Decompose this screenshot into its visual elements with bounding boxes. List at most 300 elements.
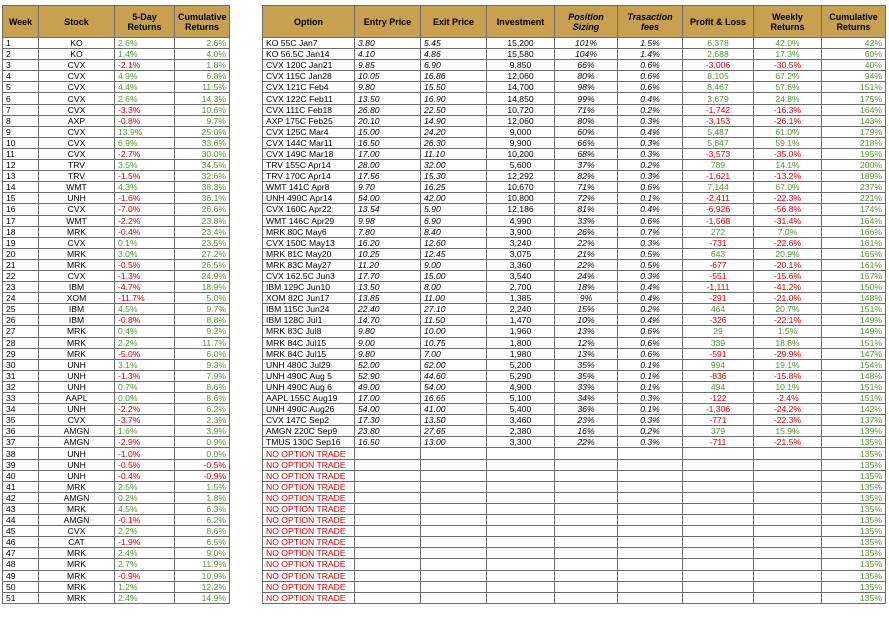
cumulative-return-cell: 237% bbox=[822, 182, 886, 193]
five-day-return-cell: -1.5% bbox=[115, 171, 175, 182]
investment-cell: 10,200 bbox=[487, 148, 555, 159]
cumulative-return-cell: 143% bbox=[822, 115, 886, 126]
position-sizing-cell: 15% bbox=[555, 304, 618, 315]
cumulative-return-cell: 149% bbox=[822, 326, 886, 337]
position-sizing-cell: 35% bbox=[555, 370, 618, 381]
cumulative-return-cell: 42% bbox=[822, 38, 886, 49]
entry-price-cell: 11.20 bbox=[355, 259, 421, 270]
table-row bbox=[263, 448, 886, 459]
cumulative-return-cell: 11.9% bbox=[175, 559, 230, 570]
exit-price-cell bbox=[421, 459, 487, 470]
five-day-return-cell: 3.5% bbox=[115, 160, 175, 171]
week-cell: 25 bbox=[3, 304, 39, 315]
entry-price-cell: 54.00 bbox=[355, 404, 421, 415]
stock-cell: MRK bbox=[39, 248, 115, 259]
option-cell: TRV 170C Apr14 bbox=[263, 171, 355, 182]
option-cell: NO OPTION TRADE bbox=[263, 548, 355, 559]
option-cell: CVX 150C May13 bbox=[263, 237, 355, 248]
week-cell: 33 bbox=[3, 393, 39, 404]
table-row bbox=[3, 93, 230, 104]
cumulative-return-cell: 135% bbox=[822, 526, 886, 537]
stock-cell: AMGN bbox=[39, 515, 115, 526]
five-day-return-cell: 0.4% bbox=[115, 326, 175, 337]
entry-price-cell: 26.80 bbox=[355, 104, 421, 115]
entry-price-cell: 17.70 bbox=[355, 270, 421, 281]
table-row bbox=[263, 315, 886, 326]
table-row bbox=[3, 459, 230, 470]
weekly-return-cell: -24.2% bbox=[754, 404, 822, 415]
week-cell: 38 bbox=[3, 448, 39, 459]
week-cell: 49 bbox=[3, 570, 39, 581]
transaction-fees-cell bbox=[618, 492, 683, 503]
header-cumulative-returns: Cumulative Returns bbox=[175, 6, 230, 38]
five-day-return-cell: 4.9% bbox=[115, 71, 175, 82]
entry-price-cell: 9.85 bbox=[355, 60, 421, 71]
table-row bbox=[3, 326, 230, 337]
position-sizing-cell: 35% bbox=[555, 359, 618, 370]
exit-price-cell: 16.86 bbox=[421, 71, 487, 82]
transaction-fees-cell: 0.2% bbox=[618, 426, 683, 437]
cumulative-return-cell: 157% bbox=[822, 270, 886, 281]
table-row bbox=[3, 448, 230, 459]
week-cell: 34 bbox=[3, 404, 39, 415]
cumulative-return-cell: 12.2% bbox=[175, 581, 230, 592]
table-row bbox=[263, 537, 886, 548]
investment-cell: 2,240 bbox=[487, 304, 555, 315]
position-sizing-cell bbox=[555, 459, 618, 470]
weekly-return-cell bbox=[754, 559, 822, 570]
cumulative-return-cell: 165% bbox=[822, 248, 886, 259]
table-row bbox=[263, 171, 886, 182]
entry-price-cell bbox=[355, 570, 421, 581]
cumulative-return-cell: 135% bbox=[822, 581, 886, 592]
position-sizing-cell: 22% bbox=[555, 437, 618, 448]
cumulative-return-cell: 9.3% bbox=[175, 359, 230, 370]
week-cell: 12 bbox=[3, 160, 39, 171]
right-table-body bbox=[263, 38, 886, 604]
five-day-return-cell: -0.1% bbox=[115, 515, 175, 526]
week-cell: 47 bbox=[3, 548, 39, 559]
transaction-fees-cell: 0.1% bbox=[618, 381, 683, 392]
week-cell: 36 bbox=[3, 426, 39, 437]
investment-cell bbox=[487, 492, 555, 503]
investment-cell: 9,850 bbox=[487, 60, 555, 71]
entry-price-cell: 17.00 bbox=[355, 393, 421, 404]
stock-cell: MRK bbox=[39, 559, 115, 570]
table-row bbox=[3, 559, 230, 570]
weekly-return-cell: -15.8% bbox=[754, 370, 822, 381]
exit-price-cell bbox=[421, 515, 487, 526]
position-sizing-cell: 21% bbox=[555, 248, 618, 259]
stock-cell: UNH bbox=[39, 359, 115, 370]
transaction-fees-cell bbox=[618, 448, 683, 459]
entry-price-cell: 23.80 bbox=[355, 426, 421, 437]
cumulative-return-cell: 23.8% bbox=[175, 215, 230, 226]
table-row bbox=[263, 237, 886, 248]
option-cell: NO OPTION TRADE bbox=[263, 581, 355, 592]
table-row bbox=[3, 381, 230, 392]
week-cell: 2 bbox=[3, 49, 39, 60]
option-cell: IBM 128C Jul1 bbox=[263, 315, 355, 326]
week-cell: 7 bbox=[3, 104, 39, 115]
cumulative-return-cell: 26.5% bbox=[175, 259, 230, 270]
option-cell: CVX 147C Sep2 bbox=[263, 415, 355, 426]
cumulative-return-cell: 8.6% bbox=[175, 393, 230, 404]
table-row bbox=[3, 393, 230, 404]
cumulative-return-cell: 8.6% bbox=[175, 526, 230, 537]
position-sizing-cell: 81% bbox=[555, 204, 618, 215]
profit-loss-cell: -3,573 bbox=[683, 148, 754, 159]
investment-cell: 3,240 bbox=[487, 237, 555, 248]
investment-cell: 5,290 bbox=[487, 370, 555, 381]
transaction-fees-cell: 0.6% bbox=[618, 348, 683, 359]
option-cell: CVX 121C Feb4 bbox=[263, 82, 355, 93]
five-day-return-cell: 4.5% bbox=[115, 503, 175, 514]
cumulative-return-cell: 24.9% bbox=[175, 270, 230, 281]
exit-price-cell bbox=[421, 548, 487, 559]
five-day-return-cell: -7.0% bbox=[115, 204, 175, 215]
position-sizing-cell: 101% bbox=[555, 38, 618, 49]
stock-cell: CVX bbox=[39, 137, 115, 148]
entry-price-cell bbox=[355, 459, 421, 470]
week-cell: 10 bbox=[3, 137, 39, 148]
week-cell: 19 bbox=[3, 237, 39, 248]
option-cell: CVX 122C Feb11 bbox=[263, 93, 355, 104]
exit-price-cell bbox=[421, 570, 487, 581]
transaction-fees-cell: 0.4% bbox=[618, 126, 683, 137]
table-row bbox=[3, 481, 230, 492]
entry-price-cell: 17.56 bbox=[355, 171, 421, 182]
week-cell: 37 bbox=[3, 437, 39, 448]
transaction-fees-cell bbox=[618, 515, 683, 526]
investment-cell: 12,186 bbox=[487, 204, 555, 215]
cumulative-return-cell: 135% bbox=[822, 437, 886, 448]
week-cell: 27 bbox=[3, 326, 39, 337]
five-day-return-cell: 2.6% bbox=[115, 38, 175, 49]
table-row bbox=[3, 193, 230, 204]
profit-loss-cell: -291 bbox=[683, 293, 754, 304]
weekly-return-cell: 14.1% bbox=[754, 160, 822, 171]
cumulative-return-cell: 179% bbox=[822, 126, 886, 137]
position-sizing-cell: 26% bbox=[555, 226, 618, 237]
entry-price-cell: 3.80 bbox=[355, 38, 421, 49]
cumulative-return-cell: 139% bbox=[822, 426, 886, 437]
option-cell: UNH 490C Apr14 bbox=[263, 193, 355, 204]
table-row bbox=[263, 415, 886, 426]
investment-cell: 5,200 bbox=[487, 359, 555, 370]
investment-cell: 15,580 bbox=[487, 49, 555, 60]
investment-cell: 5,400 bbox=[487, 404, 555, 415]
entry-price-cell bbox=[355, 515, 421, 526]
position-sizing-cell bbox=[555, 448, 618, 459]
cumulative-return-cell: 1.8% bbox=[175, 492, 230, 503]
exit-price-cell: 11.50 bbox=[421, 315, 487, 326]
transaction-fees-cell bbox=[618, 570, 683, 581]
transaction-fees-cell: 0.6% bbox=[618, 182, 683, 193]
cumulative-return-cell: 135% bbox=[822, 592, 886, 603]
option-cell: MRK 84C Jul15 bbox=[263, 348, 355, 359]
table-row bbox=[3, 226, 230, 237]
exit-price-cell: 12.60 bbox=[421, 237, 487, 248]
five-day-return-cell: 1.2% bbox=[115, 581, 175, 592]
stock-cell: AAPL bbox=[39, 393, 115, 404]
position-sizing-cell: 71% bbox=[555, 104, 618, 115]
stock-cell: IBM bbox=[39, 282, 115, 293]
weekly-return-cell: 24.8% bbox=[754, 93, 822, 104]
header-investment: Investment bbox=[487, 6, 555, 38]
option-cell: AAPL 155C Aug19 bbox=[263, 393, 355, 404]
investment-cell: 5,100 bbox=[487, 393, 555, 404]
table-row bbox=[3, 315, 230, 326]
transaction-fees-cell: 0.3% bbox=[618, 415, 683, 426]
investment-cell bbox=[487, 537, 555, 548]
profit-loss-cell: 379 bbox=[683, 426, 754, 437]
option-cell: NO OPTION TRADE bbox=[263, 481, 355, 492]
exit-price-cell: 5.90 bbox=[421, 204, 487, 215]
five-day-return-cell: -1.3% bbox=[115, 370, 175, 381]
position-sizing-cell bbox=[555, 526, 618, 537]
cumulative-return-cell: 23.5% bbox=[175, 237, 230, 248]
profit-loss-cell bbox=[683, 459, 754, 470]
entry-price-cell: 17.00 bbox=[355, 148, 421, 159]
profit-loss-cell: 494 bbox=[683, 381, 754, 392]
table-row bbox=[3, 537, 230, 548]
cumulative-return-cell: 18.9% bbox=[175, 282, 230, 293]
header-week: Week bbox=[3, 6, 39, 38]
weekly-return-cell: 17.3% bbox=[754, 49, 822, 60]
option-cell: XOM 82C Jun17 bbox=[263, 293, 355, 304]
table-row bbox=[3, 126, 230, 137]
week-cell: 35 bbox=[3, 415, 39, 426]
table-row bbox=[263, 426, 886, 437]
transaction-fees-cell bbox=[618, 526, 683, 537]
exit-price-cell bbox=[421, 503, 487, 514]
cumulative-return-cell: 9.0% bbox=[175, 548, 230, 559]
five-day-return-cell: -3.7% bbox=[115, 415, 175, 426]
five-day-return-cell: 1.6% bbox=[115, 426, 175, 437]
profit-loss-cell: 5,847 bbox=[683, 137, 754, 148]
cumulative-return-cell: 4.0% bbox=[175, 49, 230, 60]
entry-price-cell bbox=[355, 559, 421, 570]
transaction-fees-cell bbox=[618, 537, 683, 548]
cumulative-return-cell: 23.4% bbox=[175, 226, 230, 237]
cumulative-return-cell: 150% bbox=[822, 282, 886, 293]
cumulative-return-cell: 135% bbox=[822, 470, 886, 481]
stock-cell: CVX bbox=[39, 237, 115, 248]
five-day-return-cell: 6.9% bbox=[115, 137, 175, 148]
cumulative-return-cell: 8.6% bbox=[175, 381, 230, 392]
option-cell: IBM 115C Jun24 bbox=[263, 304, 355, 315]
five-day-return-cell: 1.4% bbox=[115, 49, 175, 60]
five-day-return-cell: 0.7% bbox=[115, 381, 175, 392]
investment-cell: 1,960 bbox=[487, 326, 555, 337]
profit-loss-cell: -3,153 bbox=[683, 115, 754, 126]
entry-price-cell: 20.10 bbox=[355, 115, 421, 126]
table-row bbox=[263, 359, 886, 370]
weekly-return-cell bbox=[754, 548, 822, 559]
five-day-return-cell: 2.6% bbox=[115, 93, 175, 104]
stock-cell: UNH bbox=[39, 404, 115, 415]
table-row bbox=[263, 393, 886, 404]
five-day-return-cell: 4.4% bbox=[115, 82, 175, 93]
profit-loss-cell: 272 bbox=[683, 226, 754, 237]
table-row bbox=[263, 337, 886, 348]
stock-cell: KO bbox=[39, 38, 115, 49]
option-cell: CVX 144C Mar11 bbox=[263, 137, 355, 148]
table-row bbox=[263, 126, 886, 137]
transaction-fees-cell: 0.6% bbox=[618, 82, 683, 93]
stock-cell: MRK bbox=[39, 348, 115, 359]
week-cell: 16 bbox=[3, 204, 39, 215]
transaction-fees-cell: 1.5% bbox=[618, 38, 683, 49]
cumulative-return-cell: 36.1% bbox=[175, 193, 230, 204]
week-cell: 42 bbox=[3, 492, 39, 503]
five-day-return-cell: -2.9% bbox=[115, 437, 175, 448]
week-cell: 40 bbox=[3, 470, 39, 481]
header-transaction-fees: Trasaction fees bbox=[618, 6, 683, 38]
entry-price-cell: 10.05 bbox=[355, 71, 421, 82]
week-cell: 17 bbox=[3, 215, 39, 226]
entry-price-cell: 54.00 bbox=[355, 193, 421, 204]
cumulative-return-cell: 135% bbox=[822, 481, 886, 492]
table-row bbox=[3, 492, 230, 503]
investment-cell: 1,800 bbox=[487, 337, 555, 348]
entry-price-cell: 15.00 bbox=[355, 126, 421, 137]
investment-cell bbox=[487, 570, 555, 581]
entry-price-cell bbox=[355, 503, 421, 514]
weekly-return-cell: 15.9% bbox=[754, 426, 822, 437]
header-position-sizing: Position Sizing bbox=[555, 6, 618, 38]
stock-cell: MRK bbox=[39, 326, 115, 337]
week-cell: 41 bbox=[3, 481, 39, 492]
table-row bbox=[263, 581, 886, 592]
entry-price-cell bbox=[355, 526, 421, 537]
profit-loss-cell: -326 bbox=[683, 315, 754, 326]
option-cell: CVX 162.5C Jun3 bbox=[263, 270, 355, 281]
table-row bbox=[3, 248, 230, 259]
option-cell: NO OPTION TRADE bbox=[263, 570, 355, 581]
five-day-return-cell: -0.8% bbox=[115, 315, 175, 326]
week-cell: 14 bbox=[3, 182, 39, 193]
option-cell: KO 55C Jan7 bbox=[263, 38, 355, 49]
entry-price-cell: 9.70 bbox=[355, 182, 421, 193]
transaction-fees-cell: 0.4% bbox=[618, 93, 683, 104]
cumulative-return-cell: 164% bbox=[822, 215, 886, 226]
transaction-fees-cell: 0.2% bbox=[618, 304, 683, 315]
stock-cell: XOM bbox=[39, 293, 115, 304]
five-day-return-cell: -0.4% bbox=[115, 470, 175, 481]
stock-cell: WMT bbox=[39, 182, 115, 193]
weekly-return-cell: -13.2% bbox=[754, 171, 822, 182]
five-day-return-cell: 0.0% bbox=[115, 393, 175, 404]
position-sizing-cell: 16% bbox=[555, 426, 618, 437]
profit-loss-cell bbox=[683, 526, 754, 537]
stock-cell: CVX bbox=[39, 126, 115, 137]
cumulative-return-cell: 148% bbox=[822, 293, 886, 304]
weekly-return-cell bbox=[754, 592, 822, 603]
entry-price-cell bbox=[355, 548, 421, 559]
investment-cell: 3,075 bbox=[487, 248, 555, 259]
option-cell: NO OPTION TRADE bbox=[263, 515, 355, 526]
investment-cell: 5,600 bbox=[487, 160, 555, 171]
investment-cell: 1,470 bbox=[487, 315, 555, 326]
week-cell: 48 bbox=[3, 559, 39, 570]
position-sizing-cell: 82% bbox=[555, 171, 618, 182]
cumulative-return-cell: 40% bbox=[822, 60, 886, 71]
week-cell: 6 bbox=[3, 93, 39, 104]
profit-loss-cell bbox=[683, 559, 754, 570]
stock-cell: MRK bbox=[39, 592, 115, 603]
header-stock: Stock bbox=[39, 6, 115, 38]
stock-cell: UNH bbox=[39, 470, 115, 481]
option-cell: CVX 115C Jan28 bbox=[263, 71, 355, 82]
entry-price-cell: 22.40 bbox=[355, 304, 421, 315]
option-cell: WMT 146C Apr29 bbox=[263, 215, 355, 226]
week-cell: 23 bbox=[3, 282, 39, 293]
cumulative-return-cell: 174% bbox=[822, 204, 886, 215]
position-sizing-cell bbox=[555, 470, 618, 481]
weekly-return-cell: -2.4% bbox=[754, 393, 822, 404]
entry-price-cell: 9.98 bbox=[355, 215, 421, 226]
table-row bbox=[3, 104, 230, 115]
table-row bbox=[263, 437, 886, 448]
weekly-return-cell: -22.1% bbox=[754, 315, 822, 326]
weekly-return-cell: -26.1% bbox=[754, 115, 822, 126]
position-sizing-cell: 72% bbox=[555, 193, 618, 204]
header-cumulative-returns-options: Cumulative Returns bbox=[822, 6, 886, 38]
entry-price-cell: 17.30 bbox=[355, 415, 421, 426]
profit-loss-cell: -122 bbox=[683, 393, 754, 404]
transaction-fees-cell: 0.1% bbox=[618, 404, 683, 415]
profit-loss-cell: -591 bbox=[683, 348, 754, 359]
position-sizing-cell: 37% bbox=[555, 160, 618, 171]
table-row bbox=[3, 370, 230, 381]
exit-price-cell bbox=[421, 481, 487, 492]
entry-price-cell bbox=[355, 448, 421, 459]
weekly-return-cell: 61.0% bbox=[754, 126, 822, 137]
table-row bbox=[3, 71, 230, 82]
cumulative-return-cell: 26.6% bbox=[175, 204, 230, 215]
exit-price-cell bbox=[421, 492, 487, 503]
stock-cell: WMT bbox=[39, 215, 115, 226]
cumulative-return-cell: 135% bbox=[822, 492, 886, 503]
profit-loss-cell: 2,688 bbox=[683, 49, 754, 60]
five-day-return-cell: -3.3% bbox=[115, 104, 175, 115]
five-day-return-cell: 2.5% bbox=[115, 481, 175, 492]
transaction-fees-cell: 0.6% bbox=[618, 71, 683, 82]
transaction-fees-cell bbox=[618, 459, 683, 470]
entry-price-cell: 9.80 bbox=[355, 348, 421, 359]
table-row bbox=[263, 60, 886, 71]
stock-cell: IBM bbox=[39, 304, 115, 315]
cumulative-return-cell: 135% bbox=[822, 537, 886, 548]
table-row bbox=[263, 304, 886, 315]
header-entry-price: Entry Price bbox=[355, 6, 421, 38]
week-cell: 44 bbox=[3, 515, 39, 526]
option-cell: MRK 84C Jul15 bbox=[263, 337, 355, 348]
entry-price-cell: 13.50 bbox=[355, 282, 421, 293]
five-day-return-cell: 2.7% bbox=[115, 559, 175, 570]
entry-price-cell bbox=[355, 481, 421, 492]
entry-price-cell: 9.80 bbox=[355, 326, 421, 337]
table-row bbox=[263, 104, 886, 115]
weekly-return-cell: -16.3% bbox=[754, 104, 822, 115]
header-profit-loss: Profit & Loss bbox=[683, 6, 754, 38]
table-row bbox=[263, 259, 886, 270]
option-cell: KO 56.5C Jan14 bbox=[263, 49, 355, 60]
cumulative-return-cell: 142% bbox=[822, 404, 886, 415]
entry-price-cell: 10.25 bbox=[355, 248, 421, 259]
